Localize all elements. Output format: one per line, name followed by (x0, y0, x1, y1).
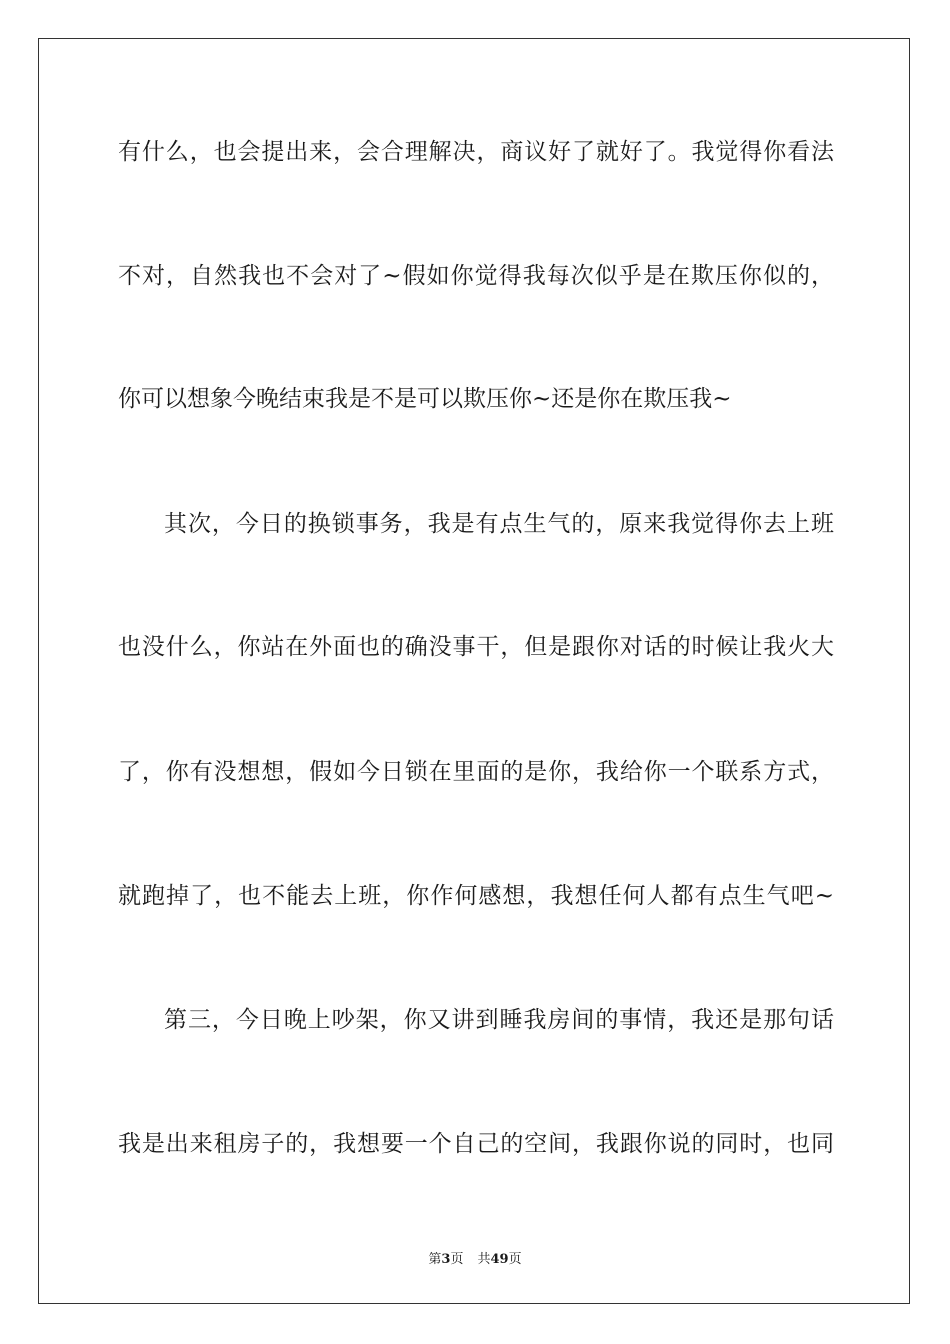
total-suffix: 页 (508, 1252, 522, 1267)
page-border (38, 38, 910, 1304)
page-prefix: 第 (428, 1252, 442, 1267)
page-number: 3 (441, 1252, 451, 1267)
paragraph-3-first-line: 第三，今日晚上吵架，你又讲到睡我房间的事情，我还是那句话 (164, 1007, 834, 1033)
paragraph-2-first-line: 其次，今日的换锁事务，我是有点生气的，原来我觉得你去上班 (164, 511, 834, 537)
text-line-5: 也没什么，你站在外面也的确没事干，但是跟你对话的时候让我火大 (118, 634, 834, 660)
text-line-9: 我是出来租房子的，我想要一个自己的空间，我跟你说的同时，也同 (118, 1131, 834, 1157)
total-pages: 49 (490, 1252, 509, 1267)
total-prefix: 共 (477, 1252, 491, 1267)
text-line-6: 了，你有没想想，假如今日锁在里面的是你，我给你一个联系方式， (118, 759, 834, 785)
text-line-1: 有什么，也会提出来，会合理解决，商议好了就好了。我觉得你看法 (118, 139, 834, 165)
text-line-2: 不对，自然我也不会对了~假如你觉得我每次似乎是在欺压你似的， (118, 263, 834, 289)
page-suffix: 页 (450, 1252, 464, 1267)
text-line-3: 你可以想象今晚结束我是不是可以欺压你~还是你在欺压我~ (118, 386, 732, 412)
page-footer (0, 1248, 950, 1267)
text-line-7: 就跑掉了，也不能去上班，你作何感想，我想任何人都有点生气吧~ (118, 883, 834, 909)
